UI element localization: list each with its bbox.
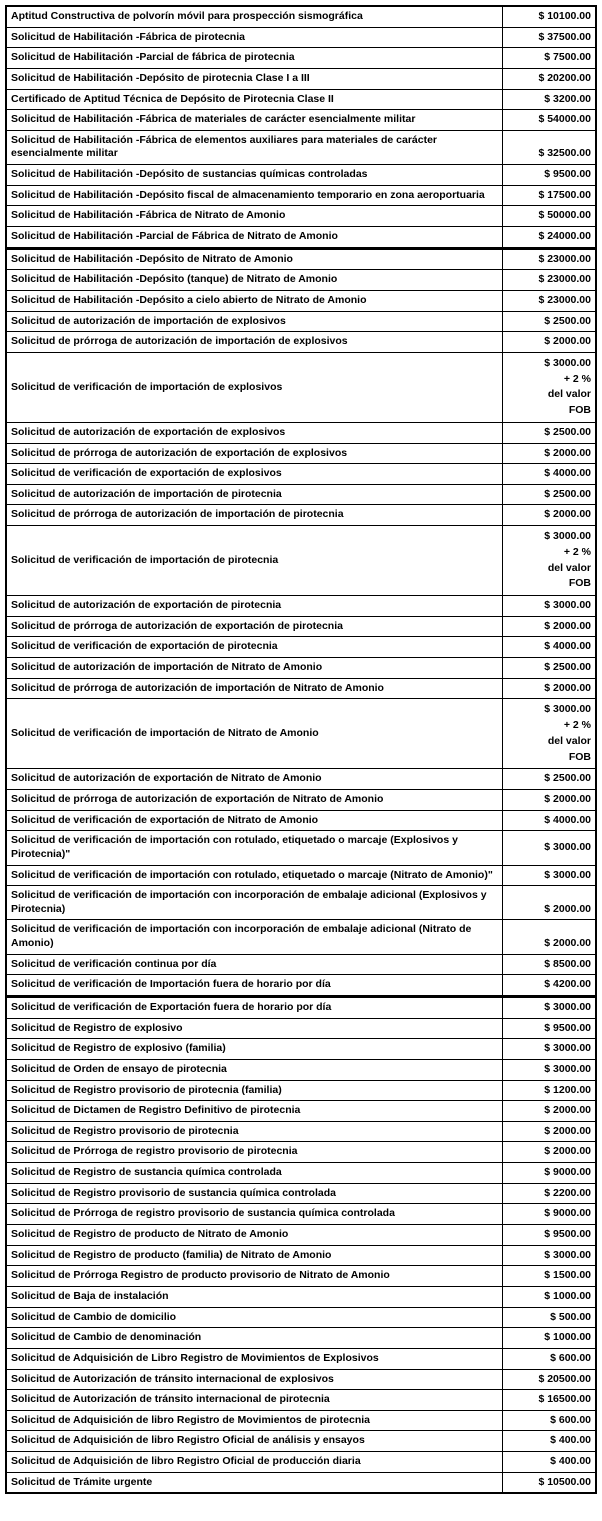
fee-amount: $ 2000.00 [503,678,597,699]
service-name: Solicitud de Registro provisorio de pirotecnia [6,1121,503,1142]
table-row [6,810,596,831]
table-row [6,290,596,311]
fee-amount: $ 2500.00 [503,484,597,505]
service-name: Solicitud de Habilitación -Depósito a cielo abierto de Nitrato de Amonio [6,290,503,311]
table-row [6,248,596,270]
service-name: Solicitud de autorización de exportación de Nitrato de Amonio [6,769,503,790]
service-name: Solicitud de Adquisición de libro Registro Oficial de producción diaria [6,1452,503,1473]
service-name: Certificado de Aptitud Técnica de Depósito de Pirotecnia Clase II [6,89,503,110]
service-name: Solicitud de autorización de importación de explosivos [6,311,503,332]
fee-amount: $ 3000.00 [503,596,597,617]
table-row [6,352,596,422]
table-row [6,1163,596,1184]
service-name: Solicitud de verificación de importación con rotulado, etiquetado o marcaje (Explosivos y Pirotecnia)" [6,831,503,865]
fee-amount: $ 7500.00 [503,48,597,69]
table-row [6,769,596,790]
table-row [6,1452,596,1473]
table-row [6,596,596,617]
table-row [6,6,596,27]
table-row [6,1142,596,1163]
service-name: Solicitud de Habilitación -Depósito (tanque) de Nitrato de Amonio [6,270,503,291]
service-name: Solicitud de autorización de exportación de explosivos [6,422,503,443]
service-name: Solicitud de verificación de exportación de pirotecnia [6,637,503,658]
fee-amount: $ 2500.00 [503,769,597,790]
table-row [6,996,596,1018]
fee-amount: $ 3000.00 [503,865,597,886]
service-name: Solicitud de Baja de instalación [6,1286,503,1307]
service-name: Solicitud de Cambio de denominación [6,1328,503,1349]
table-row [6,89,596,110]
service-name: Solicitud de autorización de importación de pirotecnia [6,484,503,505]
service-name: Solicitud de verificación de Importación fuera de horario por día [6,975,503,997]
service-name: Solicitud de Registro de explosivo (familia) [6,1039,503,1060]
service-name: Solicitud de Prórroga de registro provisorio de pirotecnia [6,1142,503,1163]
table-row [6,1121,596,1142]
fee-amount: $ 500.00 [503,1307,597,1328]
table-row [6,699,596,769]
service-name: Solicitud de verificación de exportación de explosivos [6,464,503,485]
table-row [6,637,596,658]
fee-amount: $ 20500.00 [503,1369,597,1390]
fee-amount: $ 1200.00 [503,1080,597,1101]
fee-amount: $ 2500.00 [503,422,597,443]
table-row [6,1018,596,1039]
fee-amount: $ 2000.00 [503,1121,597,1142]
fee-amount: $ 20200.00 [503,68,597,89]
service-name: Solicitud de verificación de importación de Nitrato de Amonio [6,699,503,769]
table-row [6,1348,596,1369]
fee-amount: $ 3200.00 [503,89,597,110]
table-row [6,1431,596,1452]
table-row [6,206,596,227]
table-row [6,270,596,291]
service-name: Solicitud de Habilitación -Fábrica de pirotecnia [6,27,503,48]
fee-amount: $ 1000.00 [503,1286,597,1307]
table-row [6,658,596,679]
table-row [6,1101,596,1122]
table-row [6,505,596,526]
fee-amount: $ 3000.00 [503,1059,597,1080]
fee-amount [503,352,597,422]
service-name: Solicitud de Registro provisorio de pirotecnia (familia) [6,1080,503,1101]
fee-amount: $ 2000.00 [503,789,597,810]
table-row [6,1204,596,1225]
table-row [6,1080,596,1101]
fee-amount: $ 23000.00 [503,290,597,311]
service-name: Solicitud de Habilitación -Fábrica de materiales de carácter esencialmente militar [6,110,503,131]
service-name: Solicitud de verificación de importación con incorporación de embalaje adicional (Explosivos y Pirotecnia) [6,886,503,920]
fee-amount: $ 2200.00 [503,1183,597,1204]
fee-amount: $ 9000.00 [503,1204,597,1225]
fee-amount: $ 3000.00 [503,996,597,1018]
fee-amount-line: $ 3000.00 [544,703,591,716]
service-name: Solicitud de Habilitación -Depósito de sustancias químicas controladas [6,165,503,186]
table-row [6,422,596,443]
fee-amount: $ 2500.00 [503,311,597,332]
table-row [6,227,596,249]
fee-amount-line: FOB [568,404,591,417]
fee-amount: $ 16500.00 [503,1390,597,1411]
table-row [6,920,596,954]
table-row [6,616,596,637]
table-row [6,464,596,485]
fee-amount: $ 32500.00 [503,130,597,164]
fee-amount-line: + 2 % [563,719,591,732]
fee-amount-line: del valor [547,734,591,747]
service-name: Solicitud de Orden de ensayo de pirotecnia [6,1059,503,1080]
table-row [6,185,596,206]
table-row [6,1390,596,1411]
fee-amount: $ 10100.00 [503,6,597,27]
fee-amount: $ 2000.00 [503,505,597,526]
table-row [6,48,596,69]
fee-schedule-table [5,5,597,1494]
table-row [6,1369,596,1390]
table-row [6,68,596,89]
service-name: Solicitud de verificación de Exportación fuera de horario por día [6,996,503,1018]
table-row [6,165,596,186]
fee-amount: $ 9500.00 [503,1018,597,1039]
table-row [6,678,596,699]
service-name: Solicitud de Prórroga de registro provisorio de sustancia química controlada [6,1204,503,1225]
fee-amount: $ 23000.00 [503,248,597,270]
fee-amount-line: + 2 % [563,545,591,558]
fee-amount: $ 400.00 [503,1452,597,1473]
table-row [6,130,596,164]
service-name: Solicitud de Habilitación -Depósito de pirotecnia Clase I a III [6,68,503,89]
fee-amount: $ 8500.00 [503,954,597,975]
fee-amount: $ 37500.00 [503,27,597,48]
fee-amount: $ 2000.00 [503,886,597,920]
service-name: Solicitud de Adquisición de libro Registro de Movimientos de pirotecnia [6,1410,503,1431]
service-name: Solicitud de verificación de importación de explosivos [6,352,503,422]
table-row [6,1225,596,1246]
service-name: Solicitud de Habilitación -Depósito de Nitrato de Amonio [6,248,503,270]
service-name: Solicitud de verificación de importación con incorporación de embalaje adicional (Nitrato de Amonio) [6,920,503,954]
fee-amount: $ 2000.00 [503,443,597,464]
table-row [6,865,596,886]
service-name: Solicitud de Adquisición de Libro Registro de Movimientos de Explosivos [6,1348,503,1369]
service-name: Solicitud de verificación de exportación de Nitrato de Amonio [6,810,503,831]
fee-amount-line: del valor [547,561,591,574]
fee-amount: $ 24000.00 [503,227,597,249]
service-name: Solicitud de prórroga de autorización de importación de explosivos [6,332,503,353]
service-name: Solicitud de Registro de sustancia química controlada [6,1163,503,1184]
table-row [6,1039,596,1060]
service-name: Solicitud de Habilitación -Depósito fiscal de almacenamiento temporario en zona aeroportuaria [6,185,503,206]
table-row [6,954,596,975]
fee-amount: $ 2000.00 [503,920,597,954]
table-row [6,526,596,596]
table-row [6,27,596,48]
table-row [6,311,596,332]
fee-amount: $ 9500.00 [503,165,597,186]
service-name: Solicitud de autorización de importación de Nitrato de Amonio [6,658,503,679]
fee-amount: $ 17500.00 [503,185,597,206]
fee-amount-line: FOB [568,750,591,763]
service-name: Solicitud de prórroga de autorización de importación de pirotecnia [6,505,503,526]
service-name: Aptitud Constructiva de polvorín móvil para prospección sismográfica [6,6,503,27]
table-row [6,789,596,810]
service-name: Solicitud de verificación continua por día [6,954,503,975]
fee-amount: $ 4000.00 [503,637,597,658]
fee-amount: $ 400.00 [503,1431,597,1452]
table-row [6,1307,596,1328]
service-name: Solicitud de prórroga de autorización de exportación de explosivos [6,443,503,464]
service-name: Solicitud de Registro de explosivo [6,1018,503,1039]
service-name: Solicitud de Habilitación -Fábrica de elementos auxiliares para materiales de carácter esencialmente militar [6,130,503,164]
fee-amount-line: $ 3000.00 [544,356,591,369]
fee-amount: $ 2000.00 [503,1101,597,1122]
service-name: Solicitud de verificación de importación con rotulado, etiquetado o marcaje (Nitrato de Amonio)" [6,865,503,886]
fee-amount: $ 1000.00 [503,1328,597,1349]
service-name: Solicitud de verificación de importación de pirotecnia [6,526,503,596]
fee-amount: $ 4000.00 [503,464,597,485]
service-name: Solicitud de Habilitación -Fábrica de Nitrato de Amonio [6,206,503,227]
table-row [6,1286,596,1307]
fee-amount: $ 2000.00 [503,1142,597,1163]
service-name: Solicitud de Registro de producto (familia) de Nitrato de Amonio [6,1245,503,1266]
table-row [6,110,596,131]
fee-table-body [6,6,596,1493]
service-name: Solicitud de autorización de exportación de pirotecnia [6,596,503,617]
table-row [6,1328,596,1349]
table-row [6,443,596,464]
table-row [6,1059,596,1080]
fee-amount: $ 3000.00 [503,1039,597,1060]
fee-amount-line: $ 3000.00 [544,530,591,543]
table-row [6,831,596,865]
service-name: Solicitud de prórroga de autorización de exportación de Nitrato de Amonio [6,789,503,810]
fee-amount: $ 2000.00 [503,616,597,637]
service-name: Solicitud de Adquisición de libro Registro Oficial de análisis y ensayos [6,1431,503,1452]
fee-amount: $ 50000.00 [503,206,597,227]
fee-amount [503,526,597,596]
fee-amount [503,699,597,769]
fee-amount: $ 23000.00 [503,270,597,291]
table-row [6,1410,596,1431]
fee-amount: $ 4200.00 [503,975,597,997]
fee-amount: $ 9500.00 [503,1225,597,1246]
table-row [6,975,596,997]
table-row [6,1245,596,1266]
table-row [6,886,596,920]
fee-amount: $ 2500.00 [503,658,597,679]
service-name: Solicitud de prórroga de autorización de exportación de pirotecnia [6,616,503,637]
service-name: Solicitud de Autorización de tránsito internacional de pirotecnia [6,1390,503,1411]
fee-amount-line: FOB [568,577,591,590]
table-row [6,1472,596,1493]
fee-amount: $ 3000.00 [503,1245,597,1266]
service-name: Solicitud de Prórroga Registro de producto provisorio de Nitrato de Amonio [6,1266,503,1287]
fee-amount: $ 600.00 [503,1410,597,1431]
service-name: Solicitud de Dictamen de Registro Definitivo de pirotecnia [6,1101,503,1122]
fee-amount: $ 2000.00 [503,332,597,353]
fee-amount: $ 1500.00 [503,1266,597,1287]
table-row [6,1266,596,1287]
fee-amount: $ 3000.00 [503,831,597,865]
table-row [6,484,596,505]
service-name: Solicitud de Registro de producto de Nitrato de Amonio [6,1225,503,1246]
fee-amount-line: + 2 % [563,372,591,385]
service-name: Solicitud de Habilitación -Parcial de Fábrica de Nitrato de Amonio [6,227,503,249]
table-row [6,1183,596,1204]
service-name: Solicitud de Habilitación -Parcial de fábrica de pirotecnia [6,48,503,69]
service-name: Solicitud de Cambio de domicilio [6,1307,503,1328]
fee-amount-line: del valor [547,388,591,401]
service-name: Solicitud de prórroga de autorización de importación de Nitrato de Amonio [6,678,503,699]
service-name: Solicitud de Registro provisorio de sustancia química controlada [6,1183,503,1204]
fee-amount: $ 9000.00 [503,1163,597,1184]
fee-amount: $ 54000.00 [503,110,597,131]
service-name: Solicitud de Autorización de tránsito internacional de explosivos [6,1369,503,1390]
table-row [6,332,596,353]
fee-amount: $ 10500.00 [503,1472,597,1493]
fee-amount: $ 600.00 [503,1348,597,1369]
service-name: Solicitud de Trámite urgente [6,1472,503,1493]
fee-amount: $ 4000.00 [503,810,597,831]
